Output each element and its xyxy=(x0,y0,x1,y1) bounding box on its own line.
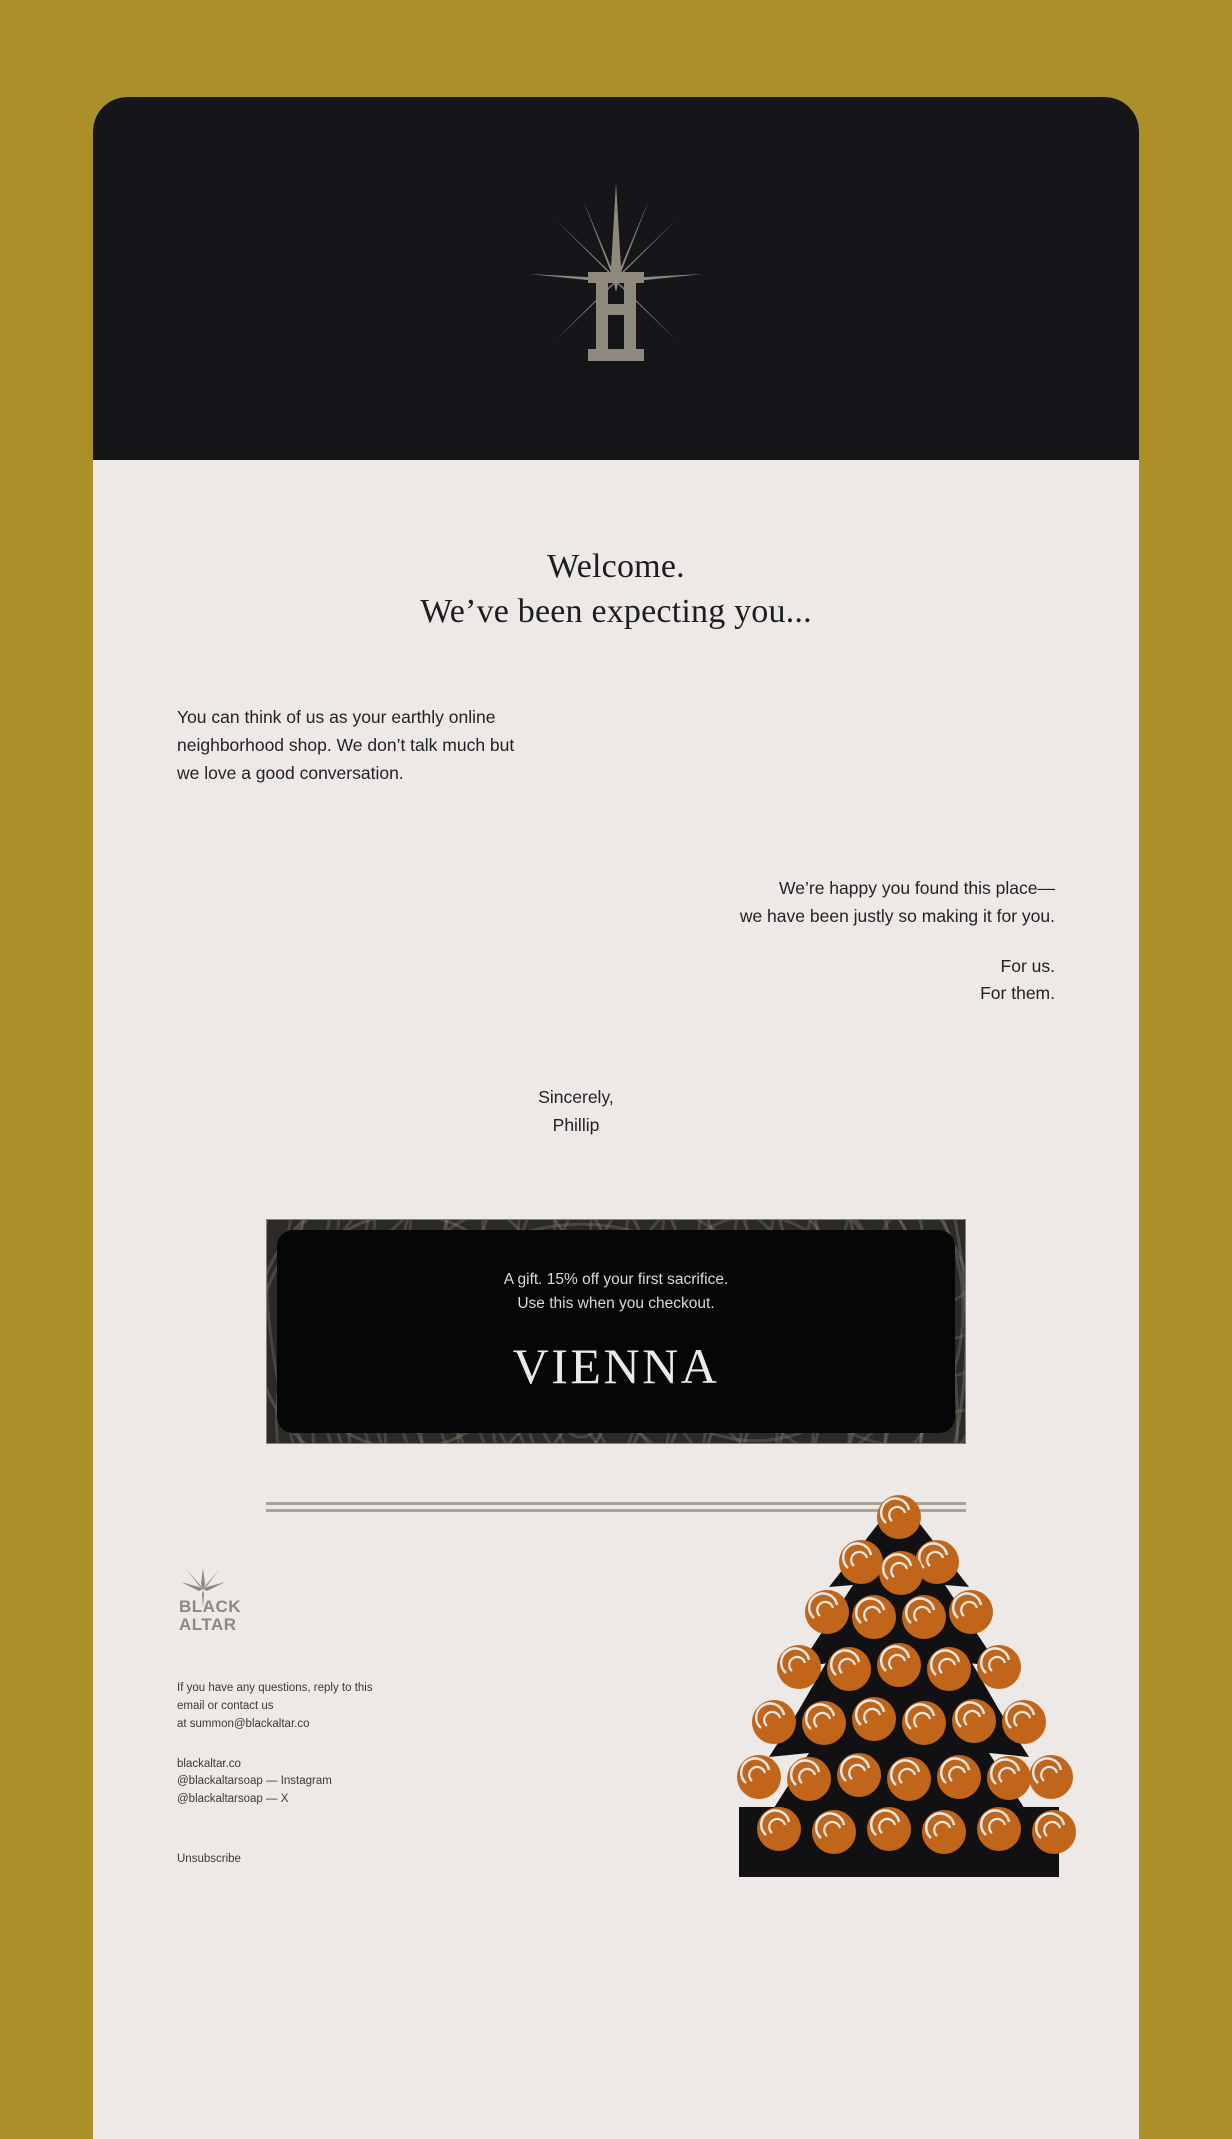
headline-line-2: We’ve been expecting you... xyxy=(420,593,812,631)
roses-illustration xyxy=(669,1477,1129,1877)
footer-contact xyxy=(177,1680,1139,1733)
coupon-inner xyxy=(277,1230,955,1433)
email-card xyxy=(93,97,1139,2139)
email-header xyxy=(93,97,1139,460)
page-title xyxy=(93,544,1139,634)
svg-text:ALTAR: ALTAR xyxy=(179,1615,237,1635)
section-divider xyxy=(266,1502,966,1512)
coupon-card xyxy=(266,1219,966,1444)
second-paragraph-line-4: For them. xyxy=(980,983,1055,1004)
headline-line-1: Welcome. xyxy=(547,548,685,585)
footer-links xyxy=(177,1756,1139,1809)
black-altar-star-logo-icon xyxy=(511,174,721,384)
svg-text:BLACK: BLACK xyxy=(179,1597,241,1617)
second-paragraph-line-3: For us. xyxy=(1000,955,1055,976)
unsubscribe-link[interactable]: Unsubscribe xyxy=(177,1853,241,1866)
signoff xyxy=(466,1084,766,1139)
intro-paragraph: You can think of us as your earthly online neighborhood shop. We don’t talk much but we love a good conversation. xyxy=(177,707,515,783)
black-altar-wordmark-icon xyxy=(177,1568,249,1644)
footer-link-x[interactable]: @blackaltarsoap — X xyxy=(177,1793,289,1806)
second-paragraph-line-2: we have been justly so making it for you. xyxy=(739,906,1055,926)
second-paragraph-line-1: We’re happy you found this place— xyxy=(779,878,1055,899)
coupon-line-2: Use this when you checkout. xyxy=(517,1294,715,1312)
footer-link-instagram[interactable]: @blackaltarsoap — Instagram xyxy=(177,1775,332,1788)
coupon-code[interactable]: VIENNA xyxy=(512,1337,720,1394)
coupon-line-1: A gift. 15% off your first sacrifice. xyxy=(503,1271,729,1289)
footer-link-site[interactable]: blackaltar.co xyxy=(177,1757,241,1770)
second-paragraph xyxy=(93,875,1055,1008)
footer-contact-line-3: at summon@blackaltar.co xyxy=(177,1717,310,1730)
email-footer xyxy=(93,1512,1139,1867)
email-body xyxy=(93,544,1139,1867)
signoff-line-1: Sincerely, xyxy=(538,1086,614,1107)
footer-contact-line-2: email or contact us xyxy=(177,1700,274,1713)
signoff-line-2: Phillip xyxy=(552,1114,600,1135)
footer-contact-line-1: If you have any questions, reply to this xyxy=(177,1682,373,1695)
